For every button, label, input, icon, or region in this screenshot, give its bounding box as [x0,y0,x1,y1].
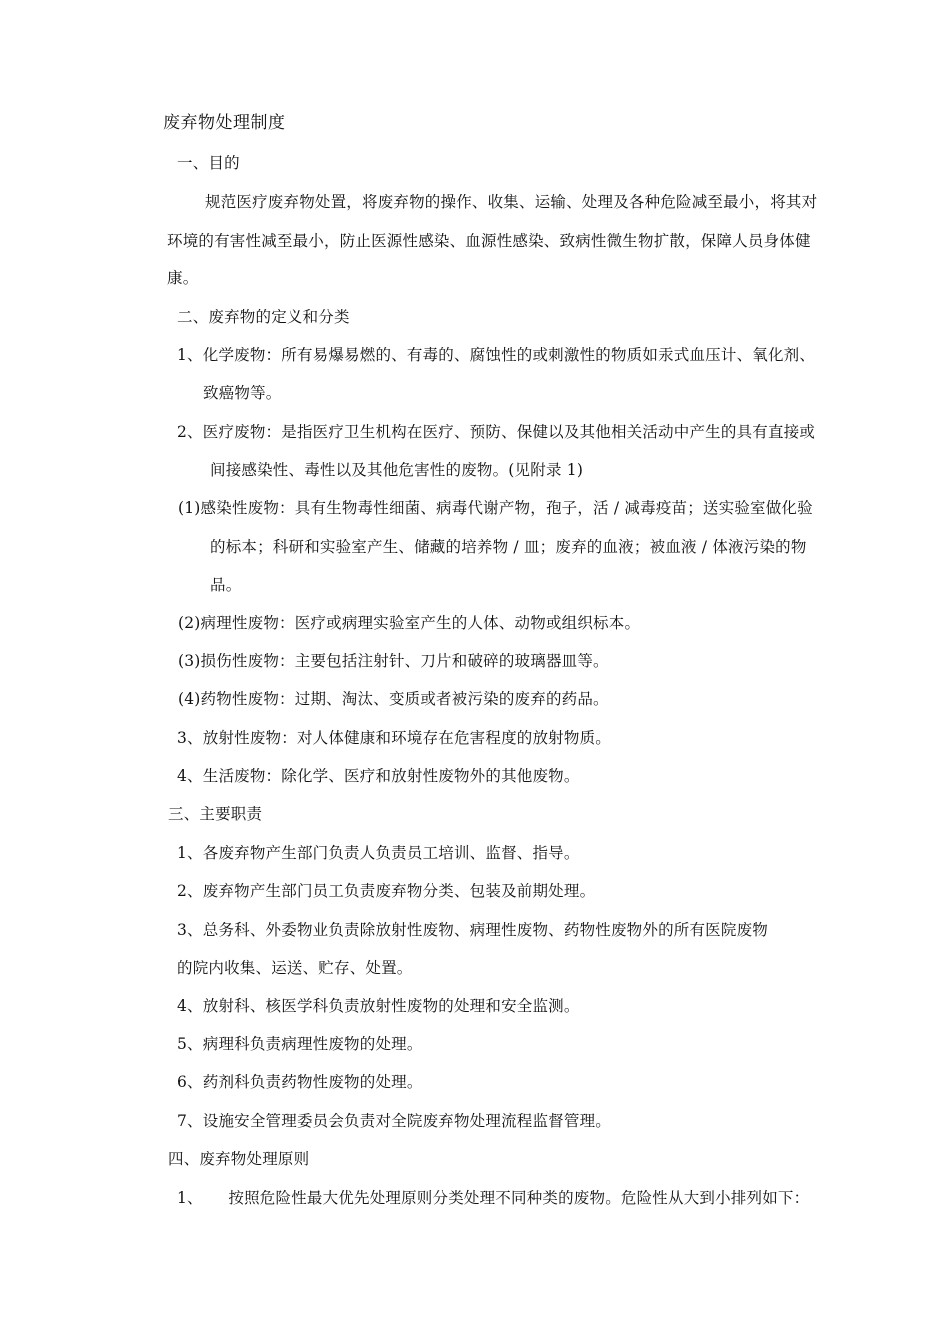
list-item: 2、废弃物产生部门员工负责废弃物分类、包装及前期处理。 [177,882,596,900]
list-item-continuation: 的院内收集、运送、贮存、处置。 [177,959,413,977]
list-item: 5、病理科负责病理性废物的处理。 [177,1035,423,1053]
section-heading-definition: 二、废弃物的定义和分类 [177,308,350,326]
paragraph-line: 规范医疗废弃物处置，将废弃物的操作、收集、运输、处理及各种危险减至最小，将其对 [205,193,818,211]
sub-item: (3)损伤性废物：主要包括注射针、刀片和破碎的玻璃器皿等。 [178,652,609,670]
paragraph-line: 环境的有害性减至最小，防止医源性感染、血源性感染、致病性微生物扩散，保障人员身体健 [167,232,811,250]
list-item: 2、医疗废物：是指医疗卫生机构在医疗、预防、保健以及其他相关活动中产生的具有直接或 [177,423,816,441]
list-item-continuation: 间接感染性、毒性以及其他危害性的废物。(见附录 1) [210,461,584,479]
list-item: 7、设施安全管理委员会负责对全院废弃物处理流程监督管理。 [177,1112,611,1130]
list-item: 1、化学废物：所有易爆易燃的、有毒的、腐蚀性的或刺激性的物质如汞式血压计、氧化剂、 [177,346,816,364]
sub-item-continuation: 品。 [210,576,242,594]
list-item: 6、药剂科负责药物性废物的处理。 [177,1073,423,1091]
sub-item: (2)病理性废物：医疗或病理实验室产生的人体、动物或组织标本。 [178,614,641,632]
section-heading-principles: 四、废弃物处理原则 [168,1150,310,1168]
list-item: 3、总务科、外委物业负责除放射性废物、病理性废物、药物性废物外的所有医院废物 [177,921,768,939]
list-item: 4、放射科、核医学科负责放射性废物的处理和安全监测。 [177,997,580,1015]
list-item: 1、 按照危险性最大优先处理原则分类处理不同种类的废物。危险性从大到小排列如下： [177,1189,810,1207]
sub-item: (4)药物性废物：过期、淘汰、变质或者被污染的废弃的药品。 [178,690,609,708]
list-item-continuation: 致癌物等。 [203,384,282,402]
list-item: 3、放射性废物：对人体健康和环境存在危害程度的放射物质。 [177,729,611,747]
section-heading-duties: 三、主要职责 [168,805,263,823]
section-heading-purpose: 一、目的 [177,154,240,172]
sub-item-continuation: 的标本；科研和实验室产生、储藏的培养物 / 皿；废弃的血液；被血液 / 体液污染的物 [210,538,807,556]
paragraph-line: 康。 [167,269,199,287]
list-item: 1、各废弃物产生部门负责人负责员工培训、监督、指导。 [177,844,580,862]
document-title: 废弃物处理制度 [163,113,286,133]
list-item: 4、生活废物：除化学、医疗和放射性废物外的其他废物。 [177,767,580,785]
sub-item: (1)感染性废物：具有生物毒性细菌、病毒代谢产物，孢子，活 / 减毒疫苗；送实验室做化验 [178,499,813,517]
